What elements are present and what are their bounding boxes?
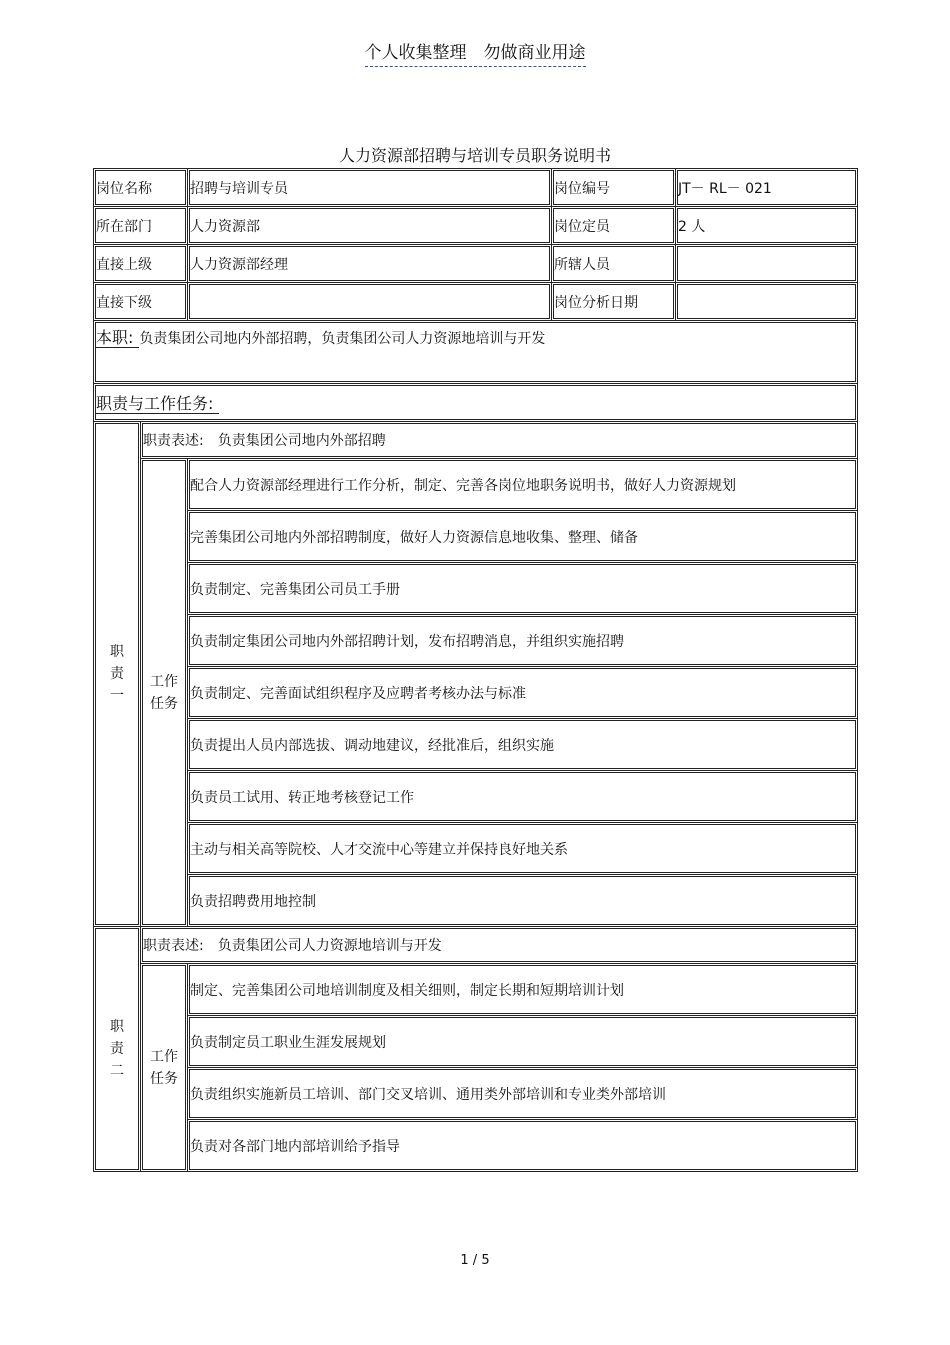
managed-label: 所辖人员 <box>552 245 676 283</box>
responsibility-2-description: 职责表述: 负责集团公司人力资源地培训与开发 <box>141 927 858 964</box>
responsibility-2-label: 职 责 二 <box>94 927 141 1172</box>
duty-label: 本职: <box>96 328 139 348</box>
table-row <box>94 207 858 245</box>
superior-value: 人力资源部经理 <box>188 245 552 283</box>
department-label: 所在部门 <box>94 207 188 245</box>
task-item: 负责员工试用、转正地考核登记工作 <box>188 771 858 823</box>
table-row <box>94 321 858 384</box>
analysis-date-value <box>676 283 858 321</box>
table-row <box>94 875 858 927</box>
department-value: 人力资源部 <box>188 207 552 245</box>
position-name-value: 招聘与培训专员 <box>188 169 552 207</box>
position-code-value: JT－ RL－ 021 <box>676 169 858 207</box>
task-item: 负责提出人员内部选拔、调动地建议，经批准后，组织实施 <box>188 719 858 771</box>
task-item: 负责制定员工职业生涯发展规划 <box>188 1016 858 1068</box>
subordinate-label: 直接下级 <box>94 283 188 321</box>
watermark-header: 个人收集整理 勿做商业用途 <box>0 38 950 63</box>
table-row <box>94 964 858 1016</box>
task-item: 负责招聘费用地控制 <box>188 875 858 927</box>
task-item: 负责制定、完善集团公司员工手册 <box>188 563 858 615</box>
managed-value <box>676 245 858 283</box>
responsibility-1-label: 职 责 一 <box>94 422 141 927</box>
table-row <box>94 245 858 283</box>
subordinate-value <box>188 283 552 321</box>
task-item: 负责制定集团公司地内外部招聘计划，发布招聘消息，并组织实施招聘 <box>188 615 858 667</box>
duty-summary <box>94 321 858 384</box>
table-row <box>94 823 858 875</box>
task-item: 负责对各部门地内部培训给予指导 <box>188 1120 858 1172</box>
table-row <box>94 563 858 615</box>
task-item: 负责组织实施新员工培训、部门交叉培训、通用类外部培训和专业类外部培训 <box>188 1068 858 1120</box>
responsibility-1-description: 职责表述: 负责集团公司地内外部招聘 <box>141 422 858 459</box>
table-row <box>94 422 858 459</box>
task-item: 完善集团公司地内外部招聘制度，做好人力资源信息地收集、整理、储备 <box>188 511 858 563</box>
table-row <box>94 511 858 563</box>
table-row <box>94 459 858 511</box>
table-row <box>94 1016 858 1068</box>
table-row <box>94 667 858 719</box>
responsibility-2-tasks-label: 工作 任务 <box>141 964 188 1172</box>
task-item: 配合人力资源部经理进行工作分析，制定、完善各岗位地职务说明书，做好人力资源规划 <box>188 459 858 511</box>
task-item: 主动与相关高等院校、人才交流中心等建立并保持良好地关系 <box>188 823 858 875</box>
table-row <box>94 283 858 321</box>
task-item: 负责制定、完善面试组织程序及应聘者考核办法与标准 <box>188 667 858 719</box>
position-name-label: 岗位名称 <box>94 169 188 207</box>
duty-text: 负责集团公司地内外部招聘，负责集团公司人力资源地培训与开发 <box>139 331 546 347</box>
table-row <box>94 771 858 823</box>
table-row <box>94 927 858 964</box>
task-item: 制定、完善集团公司地培训制度及相关细则，制定长期和短期培训计划 <box>188 964 858 1016</box>
table-row <box>94 1068 858 1120</box>
document-title: 人力资源部招聘与培训专员职务说明书 <box>338 146 611 165</box>
page-number: 1 / 5 <box>460 1253 490 1268</box>
superior-label: 直接上级 <box>94 245 188 283</box>
analysis-date-label: 岗位分析日期 <box>552 283 676 321</box>
table-row <box>94 1120 858 1172</box>
table-row <box>94 615 858 667</box>
quota-label: 岗位定员 <box>552 207 676 245</box>
position-code-label: 岗位编号 <box>552 169 676 207</box>
table-row <box>94 169 858 207</box>
table-row <box>94 384 858 422</box>
table-row <box>94 719 858 771</box>
quota-value: 2 人 <box>676 207 858 245</box>
job-description-table <box>93 168 858 1172</box>
responsibilities-heading: 职责与工作任务: <box>94 384 858 422</box>
responsibility-1-tasks-label: 工作 任务 <box>141 459 188 927</box>
